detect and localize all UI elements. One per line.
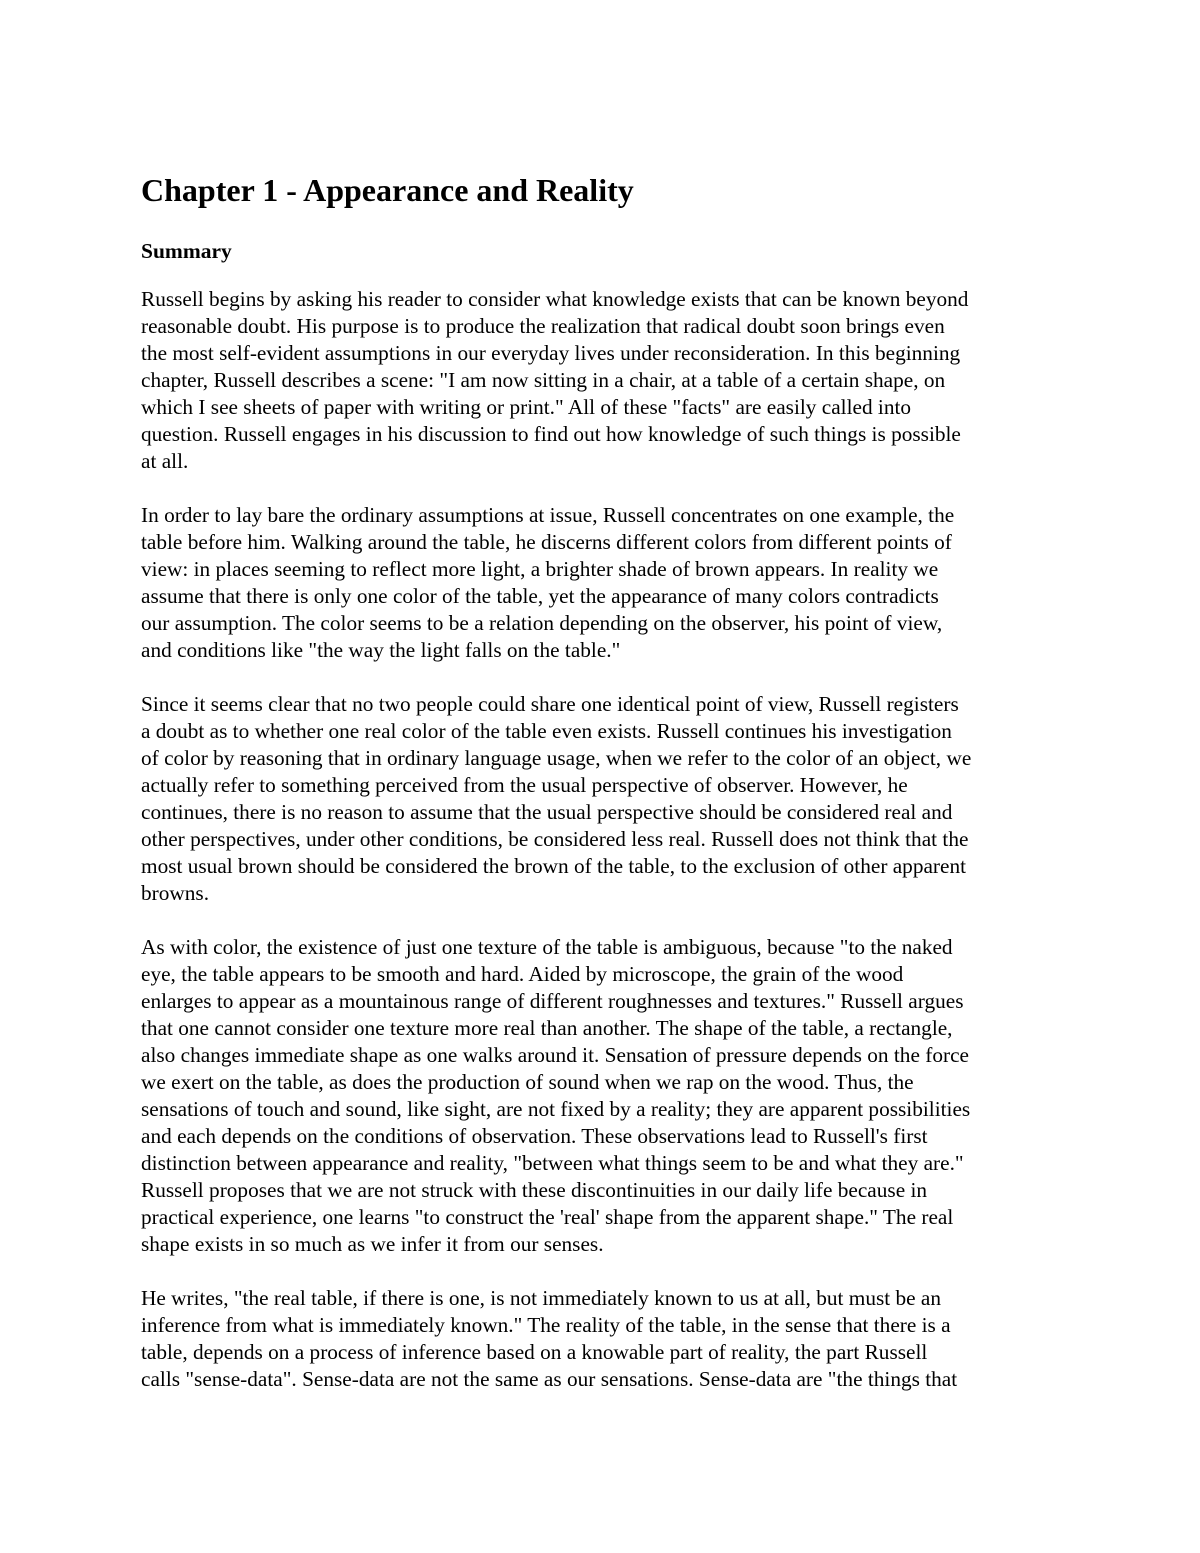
text-line: table before him. Walking around the table, he discerns different colors from different points of: [141, 530, 952, 554]
text-line: question. Russell engages in his discussion to find out how knowledge of such things is possible: [141, 422, 961, 446]
text-line: enlarges to appear as a mountainous range of different roughnesses and textures." Russell argues: [141, 989, 964, 1013]
text-line: that one cannot consider one texture more real than another. The shape of the table, a rectangle,: [141, 1016, 953, 1040]
text-line: and conditions like "the way the light falls on the table.": [141, 638, 621, 662]
text-line: As with color, the existence of just one texture of the table is ambiguous, because "to the naked: [141, 935, 953, 959]
text-line: assume that there is only one color of the table, yet the appearance of many colors contradicts: [141, 584, 939, 608]
text-line: at all.: [141, 449, 189, 473]
text-line: Russell proposes that we are not struck with these discontinuities in our daily life because in: [141, 1178, 928, 1202]
paragraph-4: [141, 934, 1061, 1258]
text-line: sensations of touch and sound, like sight, are not fixed by a reality; they are apparent possibilities: [141, 1097, 971, 1121]
text-line: browns.: [141, 881, 210, 905]
text-line: practical experience, one learns "to construct the 'real' shape from the apparent shape." The real: [141, 1205, 954, 1229]
text-line: also changes immediate shape as one walks around it. Sensation of pressure depends on the force: [141, 1043, 969, 1067]
text-line: distinction between appearance and reality, "between what things seem to be and what they are.": [141, 1151, 964, 1175]
text-line: our assumption. The color seems to be a relation depending on the observer, his point of view,: [141, 611, 943, 635]
text-line: eye, the table appears to be smooth and hard. Aided by microscope, the grain of the wood: [141, 962, 904, 986]
text-line: the most self-evident assumptions in our everyday lives under reconsideration. In this beginning: [141, 341, 961, 365]
text-line: Since it seems clear that no two people could share one identical point of view, Russell registers: [141, 692, 959, 716]
text-line: continues, there is no reason to assume that the usual perspective should be considered real and: [141, 800, 953, 824]
text-line: reasonable doubt. His purpose is to produce the realization that radical doubt soon brings even: [141, 314, 945, 338]
section-heading-summary: Summary: [141, 239, 232, 263]
text-line: most usual brown should be considered the brown of the table, to the exclusion of other apparent: [141, 854, 967, 878]
text-line: of color by reasoning that in ordinary language usage, when we refer to the color of an object, we: [141, 746, 972, 770]
text-line: other perspectives, under other conditions, be considered less real. Russell does not think that the: [141, 827, 969, 851]
text-line: table, depends on a process of inference based on a knowable part of reality, the part Russell: [141, 1340, 928, 1364]
paragraph-1: [141, 286, 1061, 475]
text-line: view: in places seeming to reflect more light, a brighter shade of brown appears. In reality we: [141, 557, 939, 581]
text-line: In order to lay bare the ordinary assumptions at issue, Russell concentrates on one example, the: [141, 503, 955, 527]
paragraph-3: [141, 691, 1061, 907]
text-line: a doubt as to whether one real color of the table even exists. Russell continues his investigation: [141, 719, 952, 743]
text-line: which I see sheets of paper with writing or print." All of these "facts" are easily called into: [141, 395, 912, 419]
text-line: and each depends on the conditions of observation. These observations lead to Russell's first: [141, 1124, 928, 1148]
text-line: calls "sense-data". Sense-data are not the same as our sensations. Sense-data are "the things that: [141, 1367, 958, 1391]
text-line: He writes, "the real table, if there is one, is not immediately known to us at all, but must be an: [141, 1286, 942, 1310]
paragraph-2: [141, 502, 1061, 664]
text-line: actually refer to something perceived from the usual perspective of observer. However, he: [141, 773, 908, 797]
document-page: [141, 168, 1061, 1420]
text-line: inference from what is immediately known." The reality of the table, in the sense that there is a: [141, 1313, 951, 1337]
chapter-title: Chapter 1 - Appearance and Reality: [141, 172, 634, 208]
text-line: we exert on the table, as does the production of sound when we rap on the wood. Thus, the: [141, 1070, 914, 1094]
text-line: chapter, Russell describes a scene: "I am now sitting in a chair, at a table of a certain shape, on: [141, 368, 946, 392]
paragraph-5: [141, 1285, 1061, 1393]
text-line: shape exists in so much as we infer it from our senses.: [141, 1232, 604, 1256]
text-line: Russell begins by asking his reader to consider what knowledge exists that can be known beyond: [141, 287, 969, 311]
